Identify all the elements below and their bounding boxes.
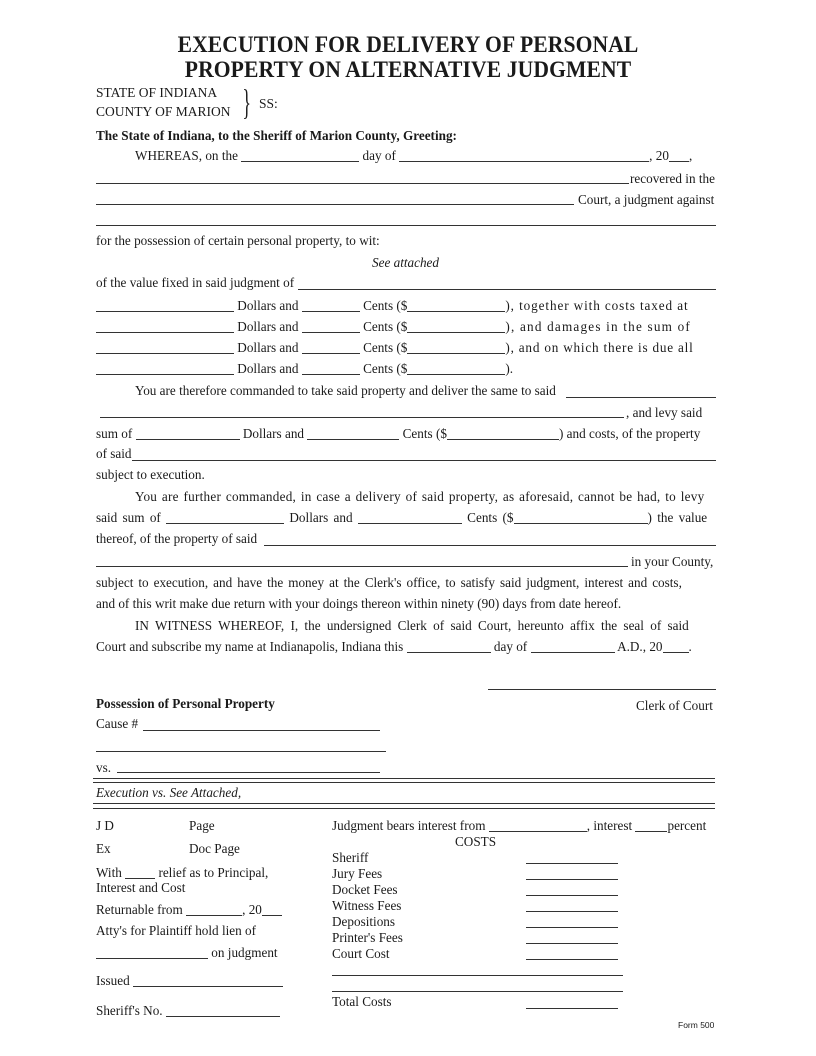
whereas-year-field[interactable]: [669, 149, 689, 162]
sheriffs-no-row: Sheriff's No.: [96, 1003, 280, 1019]
divider-line: [93, 803, 715, 804]
levy-cents-field[interactable]: [307, 427, 399, 440]
cost-item-depositions: Depositions: [332, 914, 396, 929]
cents-field-2[interactable]: [302, 320, 360, 333]
docket-fees-field[interactable]: [526, 895, 618, 896]
docket-heading: Possession of Personal Property: [96, 696, 275, 711]
sheriff-cost-field[interactable]: [526, 863, 618, 864]
said-sum-cents-field[interactable]: [358, 511, 462, 524]
witness-text: IN WITNESS WHEREOF, I, the undersigned Clerk of said Court, hereunto affix the seal of said: [135, 618, 689, 633]
said-sum-amount-field[interactable]: [514, 511, 648, 524]
court-judgment-label: Court, a judgment against: [578, 192, 715, 207]
dollars-field-3[interactable]: [96, 341, 234, 354]
deliver-to-field-2[interactable]: [100, 417, 624, 418]
said-sum-row: said sum of Dollars and Cents ($ ) the value: [96, 510, 708, 525]
extra-cost-field-1[interactable]: [332, 975, 623, 976]
commanded-text: You are therefore commanded to take said property and deliver the same to said: [135, 383, 556, 398]
thereof-label: thereof, of the property of said: [96, 531, 258, 546]
whereas-month-field[interactable]: [399, 149, 649, 162]
returnable-date-field[interactable]: [186, 903, 242, 916]
and-levy-label: , and levy said: [626, 405, 703, 420]
atty-lien-label: Atty's for Plaintiff hold lien of: [96, 923, 257, 938]
amount-field-1[interactable]: [407, 299, 505, 312]
money-row-1: Dollars and Cents ($ ), together with costs taxed at: [96, 298, 716, 314]
subscribe-day-field[interactable]: [407, 640, 491, 653]
venue-county: COUNTY OF MARION: [96, 104, 231, 119]
whereas-day-field[interactable]: [241, 149, 359, 162]
doc-page-label: Doc Page: [189, 841, 240, 856]
further-commanded-text: You are further commanded, in case a delivery of said property, as aforesaid, cannot be had, to levy: [135, 489, 705, 504]
court-cost-field[interactable]: [526, 959, 618, 960]
divider-line: [93, 808, 715, 809]
levy-dollars-field[interactable]: [136, 427, 240, 440]
subscribe-month-field[interactable]: [531, 640, 615, 653]
clerk-of-court-label: Clerk of Court: [636, 698, 713, 713]
plaintiff-docket-field[interactable]: [96, 751, 386, 752]
in-your-county-label: in your County,: [631, 554, 714, 569]
see-attached-text: See attached: [372, 255, 440, 270]
property-of-field[interactable]: [264, 545, 716, 546]
with-relief-row: With relief as to Principal,: [96, 865, 269, 880]
dollars-field-4[interactable]: [96, 362, 234, 375]
interest-row: Judgment bears interest from , interest percent: [332, 818, 707, 833]
depositions-field[interactable]: [526, 927, 618, 928]
money-row-3: Dollars and Cents ($ ), and on which there is due all: [96, 340, 716, 356]
money-row-2: Dollars and Cents ($ ), and damages in the sum of: [96, 319, 716, 335]
dollars-field-1[interactable]: [96, 299, 234, 312]
greeting: The State of Indiana, to the Sheriff of Marion County, Greeting:: [96, 128, 457, 143]
cents-field-1[interactable]: [302, 299, 360, 312]
form-number: Form 500: [678, 1020, 715, 1030]
divider-line: [93, 778, 715, 779]
cost-item-jury-fees: Jury Fees: [332, 866, 383, 881]
returnable-row: Returnable from , 20: [96, 902, 282, 918]
execution-vs-text: Execution vs. See Attached,: [96, 785, 242, 800]
value-fixed-label: of the value fixed in said judgment of: [96, 275, 295, 290]
brace-icon: }: [242, 82, 251, 122]
jd-label: J D: [96, 818, 114, 833]
on-judgment-row: on judgment: [96, 945, 278, 961]
property-of-field-2[interactable]: [96, 566, 628, 567]
page-label: Page: [189, 818, 215, 833]
witness-fees-field[interactable]: [526, 911, 618, 912]
amount-field-3[interactable]: [407, 341, 505, 354]
subject-to-execution: subject to execution.: [96, 467, 205, 482]
divider-line: [93, 782, 715, 783]
ex-label: Ex: [96, 841, 111, 856]
subscribe-row: Court and subscribe my name at Indianapolis, Indiana this day of A.D., 20 .: [96, 639, 692, 654]
form-title-line-2: PROPERTY ON ALTERNATIVE JUDGMENT: [184, 57, 632, 83]
costs-list: [332, 850, 403, 962]
cost-item-printers-fees: Printer's Fees: [332, 930, 403, 945]
cost-item-witness-fees: Witness Fees: [332, 898, 402, 913]
possession-text: for the possession of certain personal property, to wit:: [96, 233, 380, 248]
clerk-signature-field[interactable]: [488, 689, 716, 690]
money-row-4: Dollars and Cents ($ ).: [96, 361, 513, 377]
cause-label: Cause #: [96, 716, 139, 731]
writ-return-text: and of this writ make due return with your doings thereon within ninety (90) days from date hereof.: [96, 596, 622, 611]
form-title-line-1: EXECUTION FOR DELIVERY OF PERSONAL: [177, 32, 639, 58]
lien-amount-field[interactable]: [96, 946, 208, 959]
returnable-year-field[interactable]: [262, 903, 282, 916]
total-costs-field[interactable]: [526, 1008, 618, 1009]
levy-amount-field[interactable]: [447, 427, 559, 440]
value-fixed-field[interactable]: [298, 289, 716, 290]
whereas-line: WHEREAS, on the day of , 20 ,: [135, 148, 693, 163]
recovered-in-the-label: recovered in the: [630, 171, 715, 186]
cost-item-docket-fees: Docket Fees: [332, 882, 398, 897]
cost-item-sheriff: Sheriff: [332, 850, 369, 865]
extra-cost-field-2[interactable]: [332, 991, 623, 992]
levy-sum-row: sum of Dollars and Cents ($ ) and costs, of the property: [96, 426, 701, 441]
venue-state: STATE OF INDIANA: [96, 85, 218, 100]
issued-field[interactable]: [133, 974, 283, 987]
amount-field-4[interactable]: [407, 362, 505, 375]
deliver-to-field[interactable]: [566, 397, 716, 398]
clerk-office-text: subject to execution, and have the money at the Clerk's office, to satisfy said judgment, interest and costs,: [96, 575, 682, 590]
dollars-field-2[interactable]: [96, 320, 234, 333]
cost-item-court-cost: Court Cost: [332, 946, 390, 961]
cause-number-field[interactable]: [143, 730, 380, 731]
of-said-field[interactable]: [132, 460, 716, 461]
amount-field-2[interactable]: [407, 320, 505, 333]
sheriffs-no-field[interactable]: [166, 1004, 280, 1017]
interest-cost-label: Interest and Cost: [96, 880, 186, 895]
jury-fees-field[interactable]: [526, 879, 618, 880]
vs-label: vs.: [96, 760, 112, 775]
subscribe-year-field[interactable]: [663, 640, 689, 653]
issued-row: Issued: [96, 973, 283, 989]
cents-field-3[interactable]: [302, 341, 360, 354]
printers-fees-field[interactable]: [526, 943, 618, 944]
interest-from-field[interactable]: [489, 819, 587, 832]
defendant-docket-field[interactable]: [117, 772, 380, 773]
costs-heading: COSTS: [455, 834, 497, 849]
court-name-field[interactable]: [96, 204, 574, 205]
plaintiff-name-field[interactable]: [96, 183, 629, 184]
of-said-label: of said: [96, 446, 132, 461]
said-sum-dollars-field[interactable]: [166, 511, 284, 524]
total-costs-label: Total Costs: [332, 994, 392, 1009]
relief-field[interactable]: [125, 866, 155, 879]
defendant-name-field[interactable]: [96, 225, 716, 226]
ss-label: SS:: [259, 96, 278, 111]
interest-percent-field[interactable]: [635, 819, 667, 832]
cents-field-4[interactable]: [302, 362, 360, 375]
